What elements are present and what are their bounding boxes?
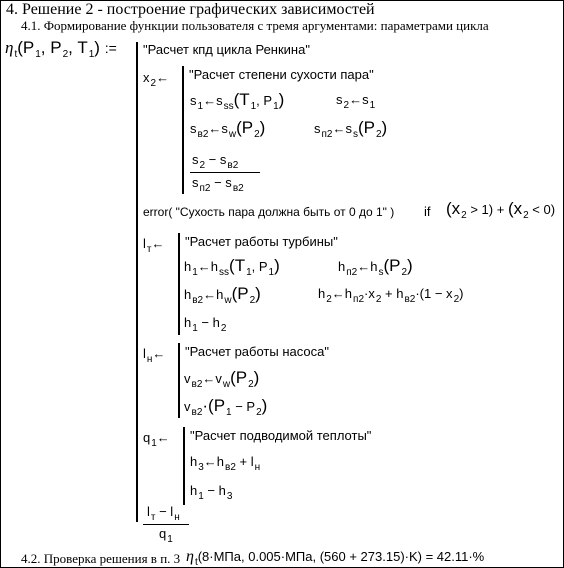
h2-plus: + h (381, 286, 404, 301)
h2-tail-close: ) (459, 286, 464, 301)
arg-t1-sub: 1 (88, 49, 95, 60)
arg-p1: P (22, 38, 35, 57)
error-call[interactable]: error( "Сухость пара должна быть от 0 до 1" ) (143, 205, 395, 219)
frac-den-sub2: в2 (232, 183, 244, 194)
sv2-args-sub: 2 (254, 129, 260, 140)
s2-assign[interactable] (336, 92, 375, 110)
final-fraction-num (147, 504, 180, 522)
s1-args: (T (233, 90, 250, 109)
comment-ln: "Расчет работы насоса" (185, 344, 329, 359)
sv2-close: ) (259, 118, 266, 137)
lt-result-sub2: 2 (220, 323, 227, 334)
cond2: (x (507, 199, 523, 218)
frac-den-sub: п2 (199, 183, 211, 194)
final-num-l: l (147, 504, 150, 519)
h2-tail: ·(1 − x (415, 286, 453, 301)
h1-sub: 1 (192, 267, 198, 278)
paren-close: ) (94, 38, 100, 57)
hn2-sub: п2 (346, 267, 358, 278)
s2-rhs: ←s (349, 92, 369, 107)
program-bar-main (136, 42, 138, 522)
check-eta-sub: t (194, 557, 198, 568)
hn2-close: ) (407, 256, 413, 275)
h3-sub: 3 (198, 462, 204, 473)
sv2-rhs: ←s (208, 121, 228, 136)
h1-args-close: ) (274, 256, 280, 275)
sn2-assign[interactable] (314, 120, 387, 139)
s2-rhs-sub: 1 (369, 100, 376, 111)
program-bar-x2 (182, 66, 184, 194)
arg-p2: P (50, 38, 62, 57)
hn2-assign[interactable] (338, 258, 413, 277)
sn2-rhs: ←s (332, 121, 352, 136)
q1-result-h1: h (190, 483, 198, 498)
q1-sub: 1 (151, 438, 157, 449)
check-expr: (8·МПа, 0.005·МПа, (560 + 273.15)·K) = 42.11·% (197, 549, 485, 564)
hv2-close: ) (255, 284, 261, 303)
ln-result-minus: − P (231, 399, 256, 414)
final-den-sub: 1 (167, 534, 173, 545)
h2-sub: 2 (326, 294, 332, 305)
arg-t1: T (77, 38, 88, 57)
s1-args-close: ) (278, 90, 285, 109)
vv2-sub: в2 (191, 379, 203, 390)
frac-num-sub2: в2 (227, 160, 239, 171)
ln-assign[interactable] (143, 346, 165, 364)
lt-result[interactable] (184, 315, 226, 333)
fraction-line-final (143, 524, 189, 525)
cond2-sub: 2 (523, 210, 529, 221)
eta-sub: t (14, 49, 18, 60)
s1-args-sub2: 1 (273, 101, 279, 112)
h1-args-sub1: 1 (246, 267, 252, 278)
comma-2: , (68, 38, 73, 57)
function-definition[interactable] (5, 38, 117, 58)
final-num-sub2: н (174, 512, 180, 523)
arg-p1-sub: 1 (35, 49, 41, 60)
cond1: (x (446, 199, 461, 218)
q1-assign[interactable] (143, 430, 170, 448)
sv2-assign[interactable] (190, 120, 265, 139)
ln-result-mid: ·(P (202, 396, 226, 415)
h3-rhs: ←h (203, 454, 225, 469)
x2-var: x (143, 70, 150, 85)
final-num-minus: − l (155, 504, 174, 519)
frac-den-minus: − s (210, 175, 232, 190)
cond2-rest: < 0) (528, 202, 556, 217)
vv2-rhs: ←v (202, 371, 222, 386)
vv2-assign[interactable] (184, 370, 259, 389)
h2-rhs-sub: п2 (353, 294, 365, 305)
s1-assign[interactable] (190, 92, 284, 111)
program-bar-q1 (183, 427, 185, 505)
sv2-sub: в2 (197, 129, 209, 140)
x2-assign[interactable] (143, 70, 169, 88)
cond1-rest: > 1) (466, 202, 494, 217)
comment-lt: "Расчет работы турбины" (185, 234, 338, 249)
h1-rhs: ←h (197, 259, 219, 274)
section-subtitle: 4.1. Формирование функции пользователя с тремя аргументами: параметрами цикла (21, 18, 489, 33)
lt-result-h1: h (184, 315, 192, 330)
h2-mid-sub: 2 (375, 294, 382, 305)
paren-open: ( (17, 38, 23, 57)
sn2-rhs-sub: s (352, 129, 358, 140)
sv2: s (190, 121, 197, 136)
check-label: 4.2. Проверка решения в п. 3 (21, 551, 181, 566)
hv2: h (184, 287, 192, 302)
ln-result-close: ) (261, 396, 268, 415)
vv2-args-sub: 2 (248, 379, 254, 390)
x2-fraction-num (192, 152, 238, 170)
sv2-rhs-sub: w (228, 129, 237, 140)
h3-plus: + l (235, 454, 254, 469)
h3-rhs-sub: в2 (225, 462, 236, 473)
frac-den-s: s (192, 175, 199, 190)
comment-main: "Расчет кпд цикла Ренкина" (143, 42, 310, 57)
frac-num-s: s (192, 152, 199, 167)
hn2-args-sub: 2 (401, 267, 408, 278)
lt-assign[interactable] (143, 236, 164, 254)
ln-result-sub2: 2 (256, 407, 262, 418)
sn2-sub: п2 (321, 129, 333, 140)
q1-result-sub1: 1 (198, 491, 204, 502)
arrow-icon: ← (156, 430, 170, 445)
eta-symbol: η (5, 38, 14, 57)
s2-sub: 2 (343, 100, 350, 111)
hn2-args: (P (383, 256, 401, 275)
hv2-args-sub: 2 (249, 295, 256, 306)
h3-plus-sub: н (254, 462, 261, 473)
ln-var: l (143, 346, 146, 361)
hv2-rhs-sub: w (224, 295, 232, 306)
s2: s (336, 92, 343, 107)
lt-result-sub1: 1 (192, 323, 198, 334)
ln-result-v: v (184, 399, 191, 414)
s1-rhs-sub: ss (223, 101, 234, 112)
ln-result-sub: в2 (191, 407, 203, 418)
h1: h (184, 259, 192, 274)
h3: h (190, 454, 198, 469)
hn2-rhs-sub: s (378, 267, 384, 278)
arg-p2-sub: 2 (62, 49, 69, 60)
q1-result-minus: − h (203, 483, 226, 498)
program-bar-ln (178, 343, 180, 418)
frac-num-sub: 2 (199, 160, 206, 171)
h1-assign[interactable] (184, 258, 280, 277)
hn2: h (338, 259, 346, 274)
sn2-args-sub: 2 (375, 129, 382, 140)
sv2-args: (P (236, 118, 254, 137)
hn2-rhs: ←h (357, 259, 378, 274)
sn2-close: ) (381, 118, 388, 137)
error-condition[interactable] (446, 201, 555, 220)
section-title: 4. Решение 2 - построение графических зависимостей (6, 1, 375, 18)
comment-x2: "Расчет степени сухости пара" (189, 67, 374, 82)
h3-assign[interactable] (190, 454, 260, 472)
assign-op: := (104, 40, 117, 56)
x2-sub: 2 (150, 78, 157, 89)
final-den-q: q (159, 526, 167, 541)
s1-args-comma: , P (256, 93, 273, 108)
ln-result-sub1: 1 (226, 407, 232, 418)
q1-var: q (143, 430, 151, 445)
hv2-sub: в2 (192, 295, 204, 306)
ln-sub: н (146, 354, 153, 365)
frac-num-minus: − s (205, 152, 227, 167)
comma-1: , (40, 38, 46, 57)
h1-args-comma: , P (251, 259, 268, 274)
vv2-rhs-sub: w (222, 379, 231, 390)
s1-args-sub1: 1 (250, 101, 257, 112)
h2-rhs: ←h (331, 286, 353, 301)
h2-assign[interactable] (318, 286, 463, 304)
s1: s (190, 93, 197, 108)
h1-rhs-sub: ss (219, 267, 230, 278)
h2-mid: ·x (364, 286, 375, 301)
final-num-sub1: т (150, 512, 156, 523)
h2: h (318, 286, 326, 301)
lt-result-minus: − h (197, 315, 220, 330)
arrow-icon: ← (151, 236, 165, 251)
h2-tail-sub: 2 (453, 294, 460, 305)
cond-plus: + (496, 202, 505, 217)
hv2-rhs: ←h (203, 287, 224, 302)
program-bar-lt (178, 233, 180, 335)
s1-sub: 1 (197, 101, 204, 112)
h1-args: (T (229, 256, 246, 275)
check-expression[interactable] (186, 549, 484, 567)
cond1-sub: 2 (461, 210, 467, 221)
check-eta: η (186, 548, 194, 565)
s1-rhs: ←s (203, 93, 223, 108)
hv2-args: (P (231, 284, 249, 303)
fraction-line-x2 (190, 172, 260, 173)
q1-result[interactable] (190, 483, 232, 501)
arrow-icon: ← (156, 70, 170, 85)
ln-result[interactable] (184, 398, 267, 417)
vv2-args: (P (230, 368, 248, 387)
h2-plus-sub: в2 (404, 294, 416, 305)
sn2: s (314, 121, 321, 136)
hv2-assign[interactable] (184, 286, 261, 305)
if-keyword: if (424, 204, 431, 219)
lt-var: l (143, 236, 146, 251)
lt-sub: т (146, 244, 152, 255)
vv2: v (184, 371, 191, 386)
x2-fraction-den (192, 175, 244, 193)
h1-args-sub2: 1 (268, 267, 275, 278)
vv2-close: ) (253, 368, 260, 387)
final-fraction-den (159, 526, 173, 544)
arrow-icon: ← (152, 346, 166, 361)
comment-q1: "Расчет подводимой теплоты" (190, 428, 372, 443)
q1-result-sub2: 3 (226, 491, 233, 502)
sn2-args: (P (357, 118, 375, 137)
